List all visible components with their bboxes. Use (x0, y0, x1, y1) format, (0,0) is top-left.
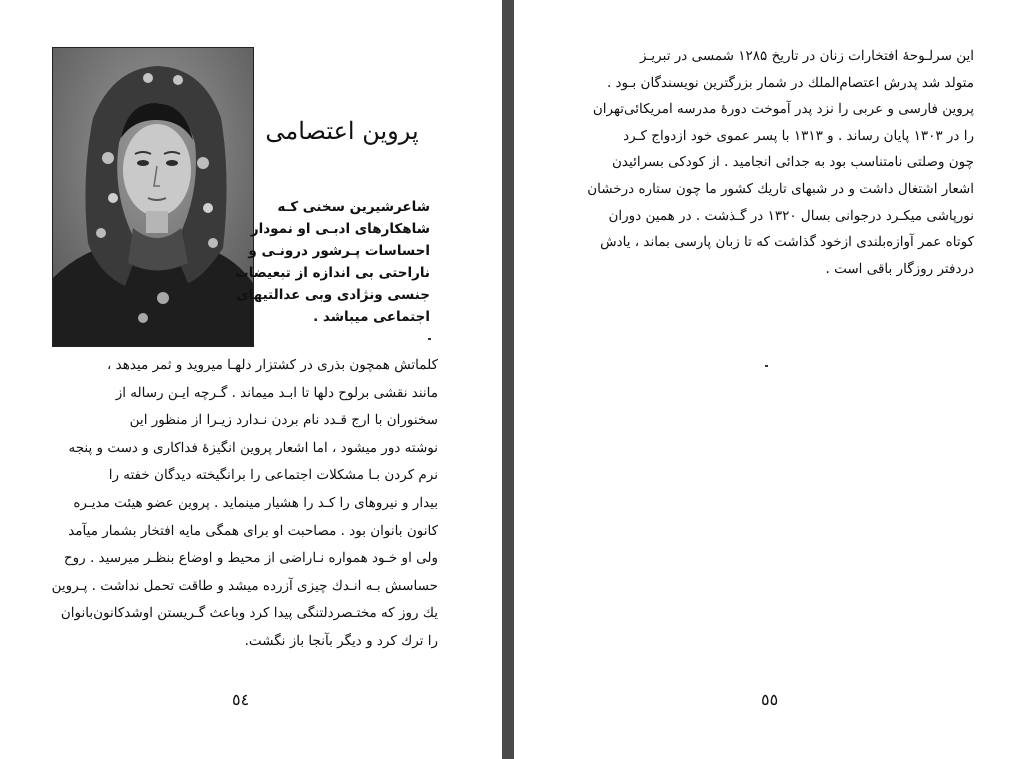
text-line: مانند نقشی برلوح دلها تا ابـد میماند . گـرچه ایـن رساله از (115, 384, 438, 401)
print-mark (765, 365, 768, 367)
caption-line: احساسات پـرشور درونـی و (248, 243, 430, 259)
right-body-text (579, 43, 974, 282)
right-page (514, 0, 1024, 759)
text-line: نورپاشی میکـرد درجوانی بسال ۱۳۲۰ در گـذشت . در همین دوران (608, 207, 974, 224)
text-line: حساسش بـه انـدك چیزی آزرده میشد و طاقت تحمل نداشت . پـروین (51, 577, 438, 594)
woman-portrait-photo-icon (53, 48, 253, 346)
text-line: را در ۱۳۰۳ پایان رساند . و ۱۳۱۳ با پسر عموی خود ازدواج کـرد (623, 127, 974, 144)
page-title: پروین اعتصامی (265, 117, 419, 145)
portrait-caption (235, 196, 430, 328)
page-number: ٥٤ (232, 690, 250, 709)
text-line: نرم کردن بـا مشکلات اجتماعی را برانگیخته دیدگان خفته را (108, 467, 438, 484)
caption-line: شاهکارهای ادبـی او نمودار (250, 221, 430, 237)
page-number: ٥٥ (761, 690, 779, 709)
text-line: سخنوران با ارج قـدد نام بردن نـدارد زیـرا از منظور این (129, 412, 438, 429)
text-line: نوشته دور میشود ، اما اشعار پروین انگیزهٔ فداکاری و دست و پنجه (68, 439, 438, 456)
text-line: کانون بانوان بود . مصاحبت او برای همگی مایه افتخار بشمار میآمد (68, 522, 438, 539)
caption-line: جنسی ونژادی وبی عدالتیهای (236, 287, 430, 303)
text-line: چون وصلتی نامتناسب بود به جدائی انجامید . از کودکی بسرائیدن (612, 154, 974, 171)
book-gutter (502, 0, 514, 759)
portrait-photo (52, 47, 254, 347)
text-line: کوتاه عمر آوازه‌بلندی ازخود گذاشت که تا زبان پارسی بماند ، یادش (600, 234, 974, 251)
text-line: متولد شد پدرش اعتصام‌الملك در شمار بزرگترین نویسندگان بـود . (606, 74, 974, 91)
text-line: پروین فارسی و عربی را نزد پدر آموخت دورهٔ مدرسه امریکائی‌تهران (592, 101, 974, 118)
caption-line: ناراحتی بی اندازه از تبعیضات (235, 265, 430, 281)
text-line: دردفتر روزگار باقی است . (825, 260, 974, 277)
caption-line: اجتماعی میباشد . (313, 309, 430, 325)
left-page (0, 0, 502, 759)
text-line: ولی او خـود همواره نـاراضی از محیط و اوضاع بنظـر میرسید . روح (63, 550, 438, 567)
caption-line: شاعرشیرین سخنی کـه (277, 199, 430, 215)
text-line: یك روز كه مختـصرد‌لتنگی پیدا كرد وباعث گـریستن اوشدکانون‌بانوان (60, 605, 438, 622)
text-line: این سرلـوحهٔ افتخارات زنان در تاریخ ۱۲۸۵ شمسی در تبریـز (640, 48, 974, 64)
left-body-text (48, 352, 438, 656)
text-line: را ترك كرد و دیگر بآنجا باز نگشت. (244, 632, 438, 649)
text-line: اشعار اشتغال داشت و در شبهای تاریك کشور ما چون ستاره درخشان (587, 180, 974, 197)
text-line: بیدار و نیروهای را کـد را هشیار مینماید . پروین عضو هیئت مدیـره (73, 494, 438, 511)
print-mark (428, 338, 431, 340)
text-line: کلماتش همچون بذری در کشتزار دلهـا میروید و ثمر میدهد ، (107, 357, 438, 373)
